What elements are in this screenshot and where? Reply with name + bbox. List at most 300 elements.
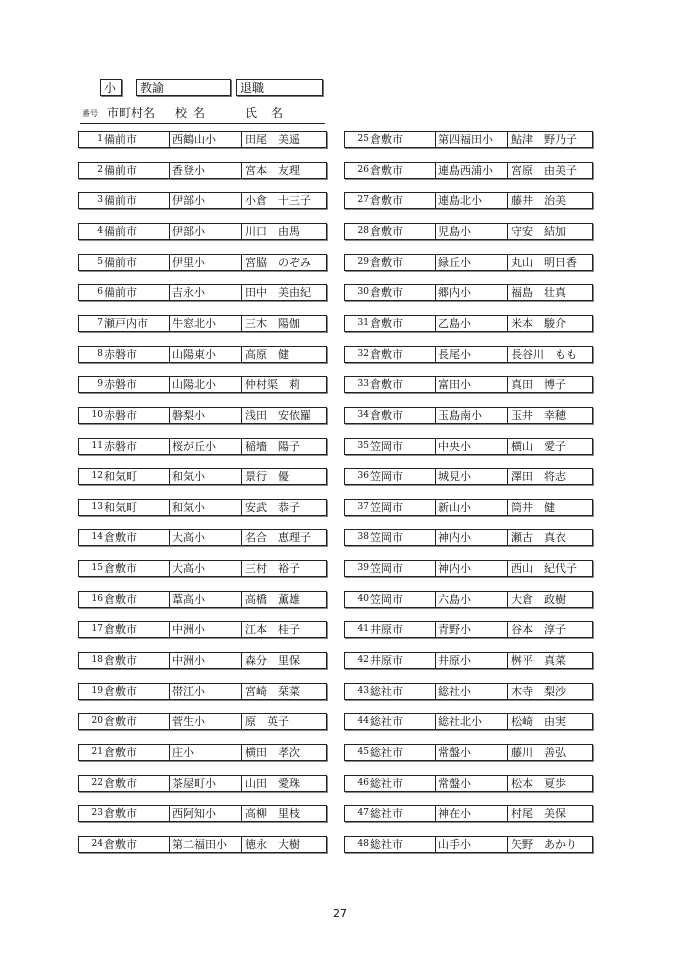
entry-name: 高橋 薫雄 — [245, 593, 300, 606]
page-number: 27 — [333, 907, 347, 920]
cell-divider — [241, 347, 242, 362]
cell-divider — [435, 439, 436, 454]
entry-name: 稲墻 陽子 — [245, 440, 300, 453]
entry-school: 茶屋町小 — [172, 777, 216, 790]
entry-name: 玉井 幸穂 — [511, 409, 566, 422]
entry-row — [78, 591, 327, 608]
entry-number: 46 — [357, 778, 369, 788]
entry-school: 菅生小 — [172, 715, 205, 728]
entry-name: 宮脇 のぞみ — [245, 256, 311, 269]
cell-divider — [169, 684, 170, 699]
entry-row — [344, 315, 593, 332]
entry-number: 47 — [357, 808, 369, 818]
entry-city: 倉敷市 — [104, 777, 137, 790]
entry-school: 新山小 — [438, 501, 471, 514]
entry-school: 伊部小 — [172, 225, 205, 238]
cell-divider — [435, 561, 436, 576]
entry-name: 徳永 大樹 — [245, 838, 300, 851]
cell-divider — [435, 163, 436, 178]
entry-school: 六島小 — [438, 593, 471, 606]
entry-row — [78, 407, 327, 424]
entry-number: 41 — [357, 624, 369, 634]
cell-divider — [241, 776, 242, 791]
entry-city: 倉敷市 — [104, 746, 137, 759]
entry-row — [344, 468, 593, 485]
entry-number: 6 — [97, 287, 103, 297]
entry-number: 1 — [97, 134, 103, 144]
entry-number: 14 — [91, 532, 103, 542]
cell-divider — [507, 745, 508, 760]
entry-city: 井原市 — [370, 654, 403, 667]
header-position-box — [136, 79, 231, 96]
cell-divider — [169, 377, 170, 392]
entry-school: 連島北小 — [438, 194, 482, 207]
entry-city: 瀬戸内市 — [104, 317, 148, 330]
cell-divider — [507, 316, 508, 331]
entry-name: 仲村渠 莉 — [245, 378, 300, 391]
entry-name: 名合 恵理子 — [245, 531, 311, 544]
entry-city: 倉敷市 — [370, 194, 403, 207]
cell-divider — [169, 469, 170, 484]
entry-row — [344, 223, 593, 240]
entry-city: 備前市 — [104, 225, 137, 238]
cell-divider — [241, 806, 242, 821]
entry-row — [78, 683, 327, 700]
entry-number: 12 — [91, 471, 103, 481]
cell-divider — [241, 316, 242, 331]
entry-city: 倉敷市 — [104, 562, 137, 575]
cell-divider — [241, 377, 242, 392]
entry-school: 中央小 — [438, 440, 471, 453]
entry-number: 19 — [91, 686, 103, 696]
entry-name: 宮崎 栞菜 — [245, 685, 300, 698]
entry-name: 横田 孝次 — [245, 746, 300, 759]
entry-row — [78, 284, 327, 301]
entry-number: 28 — [357, 226, 369, 236]
entry-number: 16 — [91, 594, 103, 604]
entry-city: 和気町 — [104, 470, 137, 483]
entry-number: 31 — [357, 318, 369, 328]
entry-row — [344, 162, 593, 179]
entry-city: 笠岡市 — [370, 593, 403, 606]
cell-divider — [435, 837, 436, 852]
entry-city: 笠岡市 — [370, 531, 403, 544]
entry-school: 香登小 — [172, 164, 205, 177]
entry-city: 笠岡市 — [370, 501, 403, 514]
entry-name: 安武 恭子 — [245, 501, 300, 514]
entry-name: 松崎 由実 — [511, 715, 566, 728]
entry-number: 22 — [91, 778, 103, 788]
cell-divider — [435, 806, 436, 821]
cell-divider — [435, 132, 436, 147]
entry-city: 備前市 — [104, 286, 137, 299]
entry-name: 丸山 明日香 — [511, 256, 577, 269]
entry-name: 高原 健 — [245, 348, 289, 361]
entry-name: 三木 陽伽 — [245, 317, 300, 330]
entry-city: 倉敷市 — [104, 838, 137, 851]
entry-school: 郷内小 — [438, 286, 471, 299]
entry-number: 20 — [91, 716, 103, 726]
entry-city: 倉敷市 — [370, 256, 403, 269]
entry-city: 総社市 — [370, 838, 403, 851]
entry-school: 常盤小 — [438, 777, 471, 790]
entry-school: 伊部小 — [172, 194, 205, 207]
cell-divider — [507, 469, 508, 484]
entry-school: 中洲小 — [172, 623, 205, 636]
entry-city: 倉敷市 — [370, 164, 403, 177]
entry-number: 10 — [91, 410, 103, 420]
cell-divider — [241, 837, 242, 852]
cell-divider — [241, 684, 242, 699]
cell-divider — [435, 285, 436, 300]
cell-divider — [241, 408, 242, 423]
cell-divider — [169, 193, 170, 208]
cell-divider — [435, 255, 436, 270]
entry-city: 総社市 — [370, 777, 403, 790]
entry-number: 33 — [357, 379, 369, 389]
entry-number: 32 — [357, 349, 369, 359]
entry-name: 矢野 あかり — [511, 838, 577, 851]
cell-divider — [169, 806, 170, 821]
entry-row — [78, 775, 327, 792]
entry-name: 藤井 治美 — [511, 194, 566, 207]
entry-name: 景行 優 — [245, 470, 289, 483]
entry-number: 30 — [357, 287, 369, 297]
cell-divider — [435, 653, 436, 668]
cell-divider — [507, 347, 508, 362]
entry-name: 宮原 由美子 — [511, 164, 577, 177]
entry-row — [78, 254, 327, 271]
cell-divider — [241, 439, 242, 454]
entry-row — [78, 805, 327, 822]
cell-divider — [507, 714, 508, 729]
entry-row — [78, 223, 327, 240]
cell-divider — [507, 592, 508, 607]
entry-name: 桝平 真菜 — [511, 654, 566, 667]
entry-school: 井原小 — [438, 654, 471, 667]
entry-name: 谷本 淳子 — [511, 623, 566, 636]
cell-divider — [169, 592, 170, 607]
entry-number: 13 — [91, 502, 103, 512]
entry-name: 守安 結加 — [511, 225, 566, 238]
entry-number: 8 — [97, 349, 103, 359]
entry-city: 総社市 — [370, 715, 403, 728]
cell-divider — [241, 255, 242, 270]
entry-number: 48 — [357, 839, 369, 849]
cell-divider — [507, 622, 508, 637]
entry-row — [78, 346, 327, 363]
entry-school: 山陽北小 — [172, 378, 216, 391]
entry-school: 第四福田小 — [438, 133, 493, 146]
cell-divider — [435, 224, 436, 239]
entry-name: 木寺 梨沙 — [511, 685, 566, 698]
entry-row — [344, 346, 593, 363]
cell-divider — [169, 132, 170, 147]
entry-row — [78, 652, 327, 669]
entry-row — [344, 284, 593, 301]
cell-divider — [435, 469, 436, 484]
cell-divider — [169, 837, 170, 852]
cell-divider — [435, 622, 436, 637]
entry-school: 山手小 — [438, 838, 471, 851]
entry-school: 神内小 — [438, 531, 471, 544]
entry-number: 4 — [97, 226, 103, 236]
entry-school: 帯江小 — [172, 685, 205, 698]
cell-divider — [241, 500, 242, 515]
entry-number: 18 — [91, 655, 103, 665]
cell-divider — [241, 714, 242, 729]
entry-city: 倉敷市 — [370, 317, 403, 330]
entry-number: 21 — [91, 747, 103, 757]
entry-school: 神内小 — [438, 562, 471, 575]
entry-name: 筒井 健 — [511, 501, 555, 514]
entry-row — [78, 529, 327, 546]
cell-divider — [507, 684, 508, 699]
entry-city: 和気町 — [104, 501, 137, 514]
header-status-box — [236, 79, 323, 96]
cell-divider — [507, 255, 508, 270]
entry-name: 山田 愛珠 — [245, 777, 300, 790]
entry-city: 倉敷市 — [370, 378, 403, 391]
entry-row — [78, 376, 327, 393]
cell-divider — [435, 745, 436, 760]
entry-city: 笠岡市 — [370, 470, 403, 483]
cell-divider — [241, 592, 242, 607]
entry-city: 倉敷市 — [370, 133, 403, 146]
entry-number: 38 — [357, 532, 369, 542]
entry-row — [344, 376, 593, 393]
header-position: 教諭 — [140, 81, 165, 95]
cell-divider — [435, 316, 436, 331]
entry-number: 43 — [357, 686, 369, 696]
entry-school: 常盤小 — [438, 746, 471, 759]
entry-school: 吉永小 — [172, 286, 205, 299]
entry-row — [344, 621, 593, 638]
cell-divider — [241, 469, 242, 484]
entry-row — [78, 438, 327, 455]
entry-row — [344, 805, 593, 822]
cell-divider — [435, 377, 436, 392]
entry-row — [344, 407, 593, 424]
entry-name: 宮本 友理 — [245, 164, 300, 177]
entry-city: 倉敷市 — [104, 593, 137, 606]
entry-row — [344, 744, 593, 761]
column-header-row — [80, 104, 325, 124]
cell-divider — [169, 347, 170, 362]
entry-number: 34 — [357, 410, 369, 420]
entry-row — [344, 836, 593, 853]
cell-divider — [507, 806, 508, 821]
cell-divider — [435, 684, 436, 699]
entry-row — [78, 621, 327, 638]
entry-school: 山陽東小 — [172, 348, 216, 361]
cell-divider — [169, 714, 170, 729]
cell-divider — [435, 347, 436, 362]
entry-row — [78, 713, 327, 730]
entry-school: 児島小 — [438, 225, 471, 238]
entry-number: 45 — [357, 747, 369, 757]
entry-number: 27 — [357, 195, 369, 205]
entry-name: 瀬古 真衣 — [511, 531, 566, 544]
entry-row — [344, 438, 593, 455]
entry-name: 鮎津 野乃子 — [511, 133, 577, 146]
cell-divider — [241, 224, 242, 239]
entry-city: 赤磐市 — [104, 378, 137, 391]
entry-number: 24 — [91, 839, 103, 849]
cell-divider — [507, 776, 508, 791]
entry-row — [78, 499, 327, 516]
entry-number: 5 — [97, 257, 103, 267]
entry-row — [344, 192, 593, 209]
entry-number: 25 — [357, 134, 369, 144]
entry-number: 42 — [357, 655, 369, 665]
entry-name: 長谷川 もも — [511, 348, 577, 361]
entry-name: 森分 里保 — [245, 654, 300, 667]
entry-school: 和気小 — [172, 470, 205, 483]
entry-school: 緑丘小 — [438, 256, 471, 269]
cell-divider — [241, 285, 242, 300]
entry-city: 総社市 — [370, 685, 403, 698]
entry-school: 大高小 — [172, 531, 205, 544]
entry-school: 連島西浦小 — [438, 164, 493, 177]
entry-row — [78, 162, 327, 179]
entry-number: 9 — [97, 379, 103, 389]
entry-number: 17 — [91, 624, 103, 634]
column-header-no: 番号 — [82, 109, 98, 118]
cell-divider — [435, 776, 436, 791]
cell-divider — [507, 193, 508, 208]
entry-city: 倉敷市 — [104, 623, 137, 636]
entry-number: 37 — [357, 502, 369, 512]
entry-number: 7 — [97, 318, 103, 328]
entry-name: 村尾 美保 — [511, 807, 566, 820]
entry-school: 神在小 — [438, 807, 471, 820]
column-header-city: 市町村名 — [107, 106, 156, 120]
entry-name: 大倉 政樹 — [511, 593, 566, 606]
cell-divider — [507, 285, 508, 300]
entry-row — [78, 131, 327, 148]
entry-name: 高柳 里枝 — [245, 807, 300, 820]
cell-divider — [435, 408, 436, 423]
cell-divider — [435, 500, 436, 515]
entry-school: 玉島南小 — [438, 409, 482, 422]
cell-divider — [169, 439, 170, 454]
cell-divider — [241, 561, 242, 576]
entry-row — [344, 652, 593, 669]
cell-divider — [435, 193, 436, 208]
entry-row — [344, 254, 593, 271]
cell-divider — [169, 408, 170, 423]
cell-divider — [169, 316, 170, 331]
entry-school: 大高小 — [172, 562, 205, 575]
entry-school: 和気小 — [172, 501, 205, 514]
cell-divider — [241, 653, 242, 668]
entry-school: 磐梨小 — [172, 409, 205, 422]
entry-school: 乙島小 — [438, 317, 471, 330]
entry-city: 赤磐市 — [104, 348, 137, 361]
entry-name: 藤川 善弘 — [511, 746, 566, 759]
cell-divider — [507, 837, 508, 852]
entry-city: 総社市 — [370, 746, 403, 759]
entry-city: 赤磐市 — [104, 440, 137, 453]
header-level: 小 — [104, 81, 117, 95]
cell-divider — [169, 745, 170, 760]
entry-school: 西鶴山小 — [172, 133, 216, 146]
cell-divider — [169, 776, 170, 791]
entry-city: 倉敷市 — [104, 715, 137, 728]
entry-school: 中洲小 — [172, 654, 205, 667]
cell-divider — [169, 224, 170, 239]
entry-city: 笠岡市 — [370, 440, 403, 453]
cell-divider — [435, 530, 436, 545]
entry-row — [78, 468, 327, 485]
cell-divider — [241, 622, 242, 637]
entry-row — [344, 713, 593, 730]
cell-divider — [169, 622, 170, 637]
entry-row — [78, 192, 327, 209]
cell-divider — [169, 561, 170, 576]
cell-divider — [507, 408, 508, 423]
cell-divider — [169, 530, 170, 545]
entry-name: 小倉 十三子 — [245, 194, 311, 207]
header-status: 退職 — [240, 81, 265, 95]
cell-divider — [241, 530, 242, 545]
header-level-box — [100, 79, 122, 96]
cell-divider — [241, 163, 242, 178]
cell-divider — [435, 592, 436, 607]
entry-number: 2 — [97, 165, 103, 175]
entry-row — [344, 591, 593, 608]
entry-school: 葦高小 — [172, 593, 205, 606]
entry-city: 倉敷市 — [104, 531, 137, 544]
entry-number: 44 — [357, 716, 369, 726]
cell-divider — [169, 500, 170, 515]
cell-divider — [507, 132, 508, 147]
entry-city: 倉敷市 — [104, 685, 137, 698]
cell-divider — [507, 377, 508, 392]
entry-name: 真田 博子 — [511, 378, 566, 391]
entry-number: 39 — [357, 563, 369, 573]
cell-divider — [507, 530, 508, 545]
entry-school: 第二福田小 — [172, 838, 227, 851]
entry-name: 原 英子 — [245, 715, 289, 728]
entry-school: 総社小 — [438, 685, 471, 698]
entry-city: 倉敷市 — [104, 654, 137, 667]
entry-school: 桜が丘小 — [172, 440, 216, 453]
entry-city: 備前市 — [104, 164, 137, 177]
column-header-school: 校名 — [175, 106, 212, 120]
entry-school: 長尾小 — [438, 348, 471, 361]
entry-city: 笠岡市 — [370, 562, 403, 575]
cell-divider — [507, 653, 508, 668]
entry-school: 富田小 — [438, 378, 471, 391]
entry-city: 総社市 — [370, 807, 403, 820]
entry-number: 11 — [91, 441, 103, 451]
cell-divider — [435, 714, 436, 729]
cell-divider — [241, 132, 242, 147]
entry-name: 澤田 将志 — [511, 470, 566, 483]
entry-name: 松本 夏歩 — [511, 777, 566, 790]
column-header-name: 氏名 — [245, 106, 298, 120]
entry-row — [78, 315, 327, 332]
entry-school: 庄小 — [172, 746, 194, 759]
cell-divider — [241, 193, 242, 208]
entry-number: 35 — [357, 441, 369, 451]
entry-row — [344, 683, 593, 700]
entry-row — [344, 775, 593, 792]
entry-number: 3 — [97, 195, 103, 205]
cell-divider — [169, 653, 170, 668]
